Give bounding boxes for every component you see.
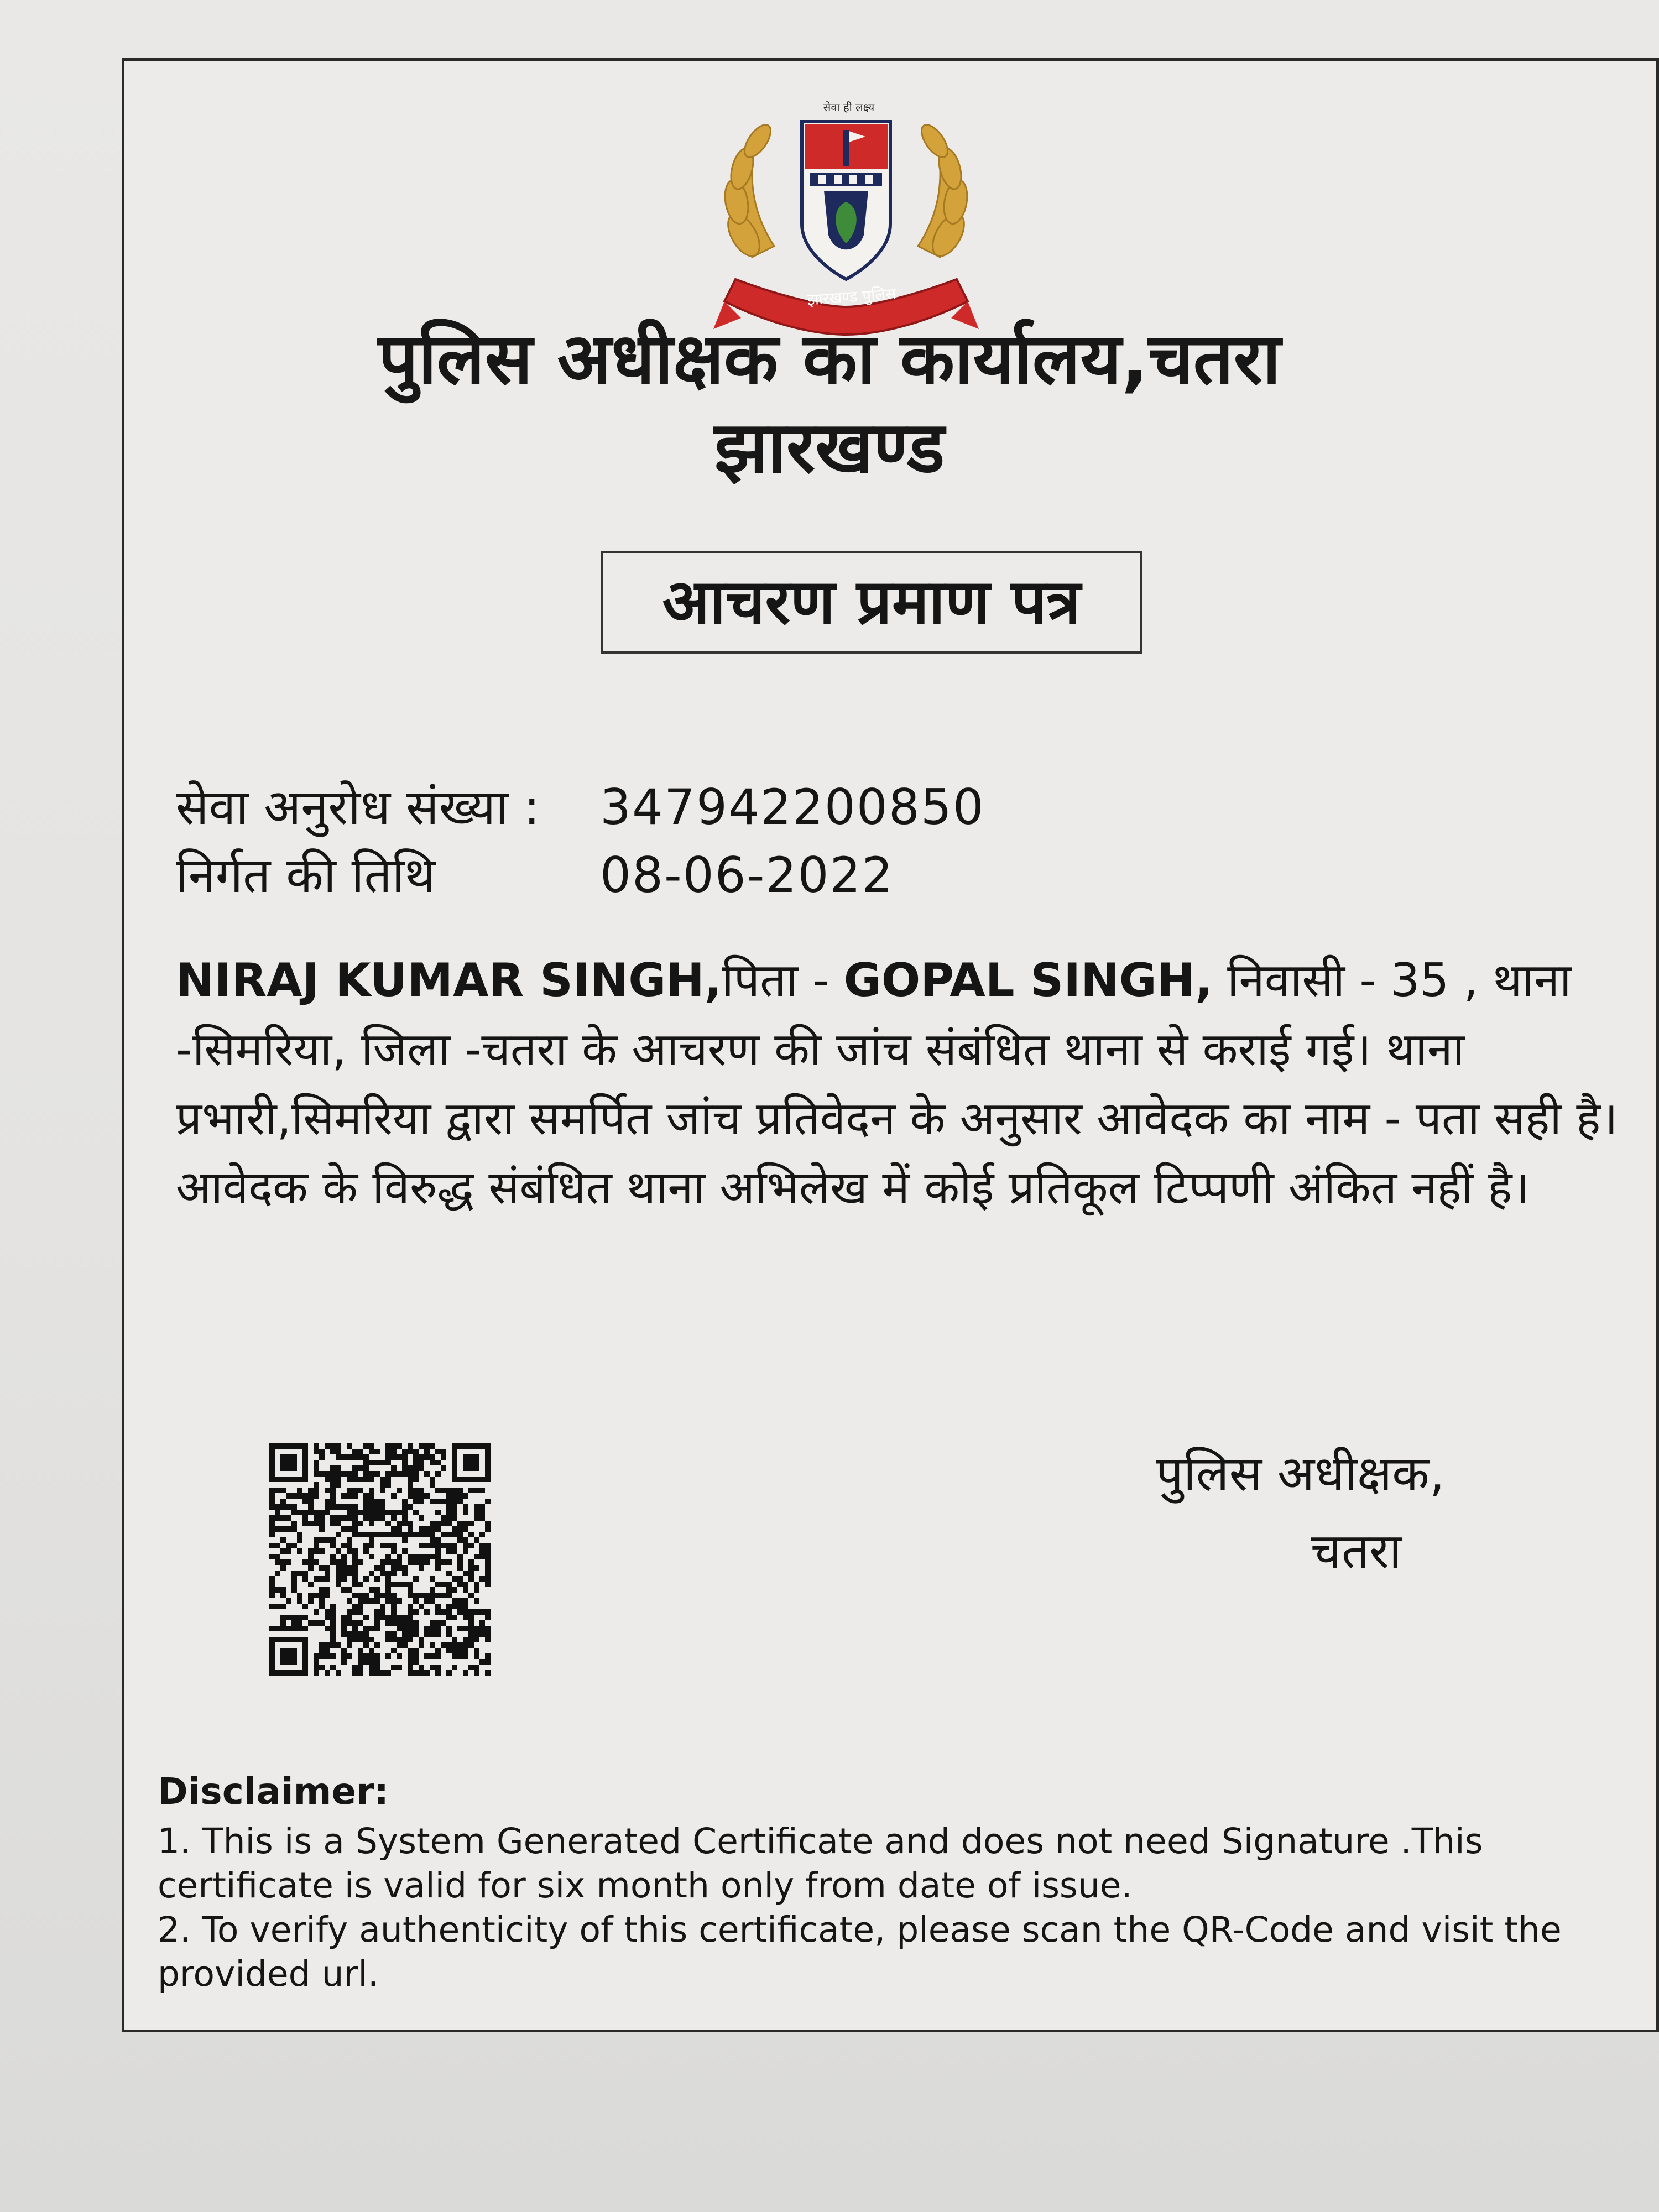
certificate-title: आचरण प्रमाण पत्र xyxy=(662,566,1081,638)
residence-text: निवासी - 35 , थाना -सिमरिया, जिला -चतरा के आचरण की जांच संबंधित थाना से कराई गई। थाना प्रभारी,सिमरिया द्वारा समर्पित जांच प्रतिवेदन के अनुसार आवेदक का नाम - पता सही है। आवेदक के विरुद्ध संबंधित थाना अभिलेख में कोई प्रतिकूल टिप्पणी अंकित नहीं है। xyxy=(176,953,1618,1214)
issue-date-value: 08-06-2022 xyxy=(600,847,894,904)
office-title: पुलिस अधीक्षक का कार्यालय,चतरा xyxy=(378,318,1281,400)
disclaimer-item-1: 1. This is a System Generated Certificate and does not need Signature .This certificate is valid for six month only from date of issue. xyxy=(158,1821,1483,1906)
emblem-motto: सेवा ही लक्ष्य xyxy=(823,101,875,114)
father-name: GOPAL SINGH, xyxy=(843,953,1213,1007)
certificate-body xyxy=(176,946,1625,1222)
certificate-title-box xyxy=(601,551,1142,654)
applicant-name: NIRAJ KUMAR SINGH, xyxy=(176,953,722,1007)
issue-date-label: निर्गत की तिथि xyxy=(176,847,436,904)
signatory-title: पुलिस अधीक्षक, xyxy=(1156,1445,1445,1502)
father-label: पिता - xyxy=(722,953,844,1007)
service-request-label: सेवा अनुरोध संख्या : xyxy=(176,779,540,836)
qr-code-icon[interactable] xyxy=(269,1443,491,1676)
signatory-place: चतरा xyxy=(1311,1522,1402,1579)
disclaimer-title: Disclaimer: xyxy=(158,1770,389,1813)
disclaimer-item-2: 2. To verify authenticity of this certificate, please scan the QR-Code and visit the provided url. xyxy=(158,1910,1562,1994)
state-title: झारखण्ड xyxy=(714,406,945,489)
emblem-ribbon-text: झारखण्ड पुलिस xyxy=(806,284,897,309)
disclaimer-list xyxy=(158,1819,1584,1996)
service-request-number: 347942200850 xyxy=(600,779,985,836)
